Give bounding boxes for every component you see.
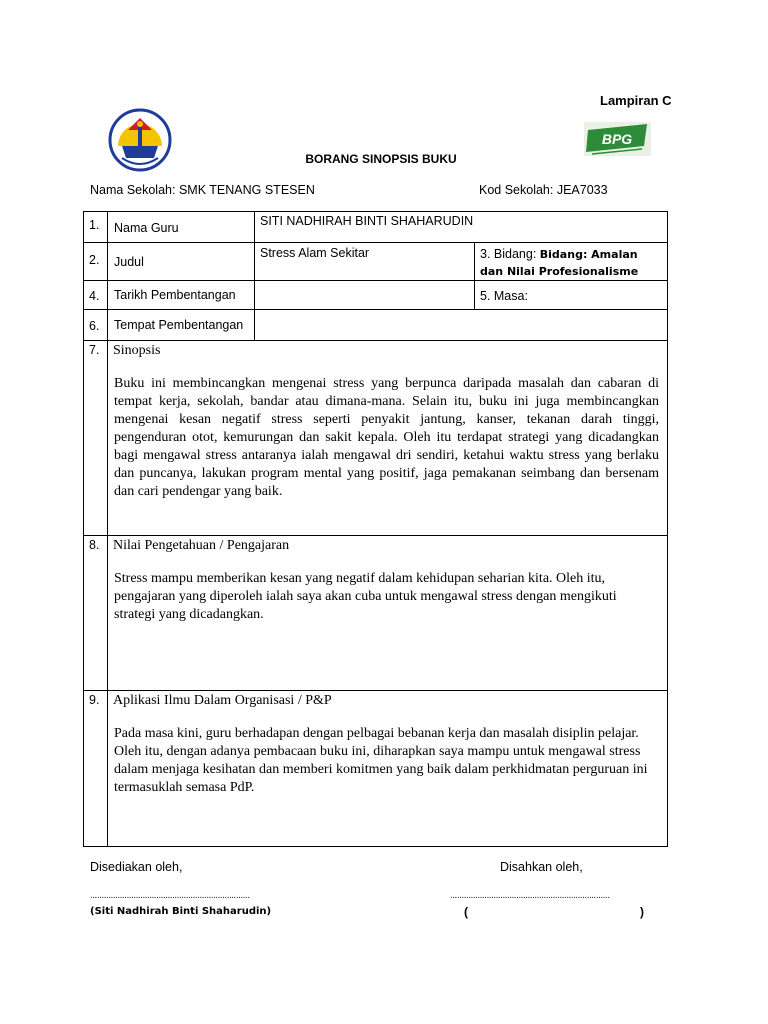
- table-row: [84, 212, 668, 243]
- knowledge-value-cell[interactable]: [108, 536, 668, 691]
- school-name: [90, 183, 315, 197]
- row-number: 4.: [84, 281, 108, 310]
- synopsis-cell[interactable]: [108, 341, 668, 536]
- approved-name-close: ): [640, 905, 644, 919]
- synopsis-label: Sinopsis: [113, 343, 161, 358]
- row-number: 6.: [84, 310, 108, 341]
- synopsis-form-table: [83, 211, 668, 847]
- prepared-by-label: Disediakan oleh,: [90, 860, 183, 874]
- bpg-logo-text: BPG: [601, 131, 633, 147]
- title-label: Judul: [108, 243, 255, 281]
- table-row: [84, 691, 668, 847]
- field-value: Bidang: Amalan dan Nilai Profesionalisme: [480, 248, 639, 278]
- school-code-value: JEA7033: [556, 183, 608, 197]
- bpg-logo-icon: [584, 122, 651, 156]
- title-value[interactable]: Stress Alam Sekitar: [255, 243, 475, 281]
- approved-signature-line[interactable]: ......................................................................: [450, 890, 610, 901]
- school-code: [479, 183, 608, 197]
- bpg-logo: [584, 122, 651, 156]
- approved-name-open: (: [464, 905, 468, 919]
- approved-by-label: Disahkan oleh,: [500, 860, 583, 874]
- form-title: [0, 152, 768, 166]
- form-title-text: BORANG SINOPSIS BUKU: [305, 152, 457, 166]
- school-name-label: Nama Sekolah:: [90, 183, 176, 197]
- application-text: Pada masa kini, guru berhadapan dengan pelbagai bebanan kerja dan masalah disiplin pelajar. Oleh itu, dengan adanya pembacaan buku ini, diharapkan saya mampu untuk mengawal stress dalam menjaga kesihatan dan memberi komitmen yang baik dalam perkhidmatan perguruan ini termasuklah semasa PdP.: [114, 726, 648, 795]
- field-cell[interactable]: [475, 243, 668, 281]
- table-row: [84, 310, 668, 341]
- date-value[interactable]: [255, 281, 475, 310]
- venue-label: Tempat Pembentangan: [108, 310, 255, 341]
- synopsis-text: Buku ini membincangkan mengenai stress yang berpunca daripada masalah dan cabaran di tempat kerja, sekolah, bandar atau dimana-mana. Selain itu, buku ini juga membincangkan mengenai kesan negatif stress seperti penyakit jantung, kanser, tekanan darah tinggi, pengenduran otot, kemurungan dan sakit kepala. Oleh itu terdapat strategi yang dicadangkan bagi mengawal stress antaranya ialah mengawal dri sendiri, ketahui waktu stress yang berlaku dan puncanya, lakukan program mental yang positif, jaga pemakanan seimbang dan bersenam dan cari pendengar yang baik.: [114, 376, 659, 499]
- application-label: Aplikasi Ilmu Dalam Organisasi / P&P: [113, 693, 332, 708]
- teacher-name-value[interactable]: SITI NADHIRAH BINTI SHAHARUDIN: [255, 212, 668, 243]
- field-prefix: 3. Bidang:: [480, 247, 537, 261]
- time-label[interactable]: 5. Masa:: [475, 281, 668, 310]
- table-row: [84, 281, 668, 310]
- application-cell[interactable]: [108, 691, 668, 847]
- knowledge-value-text: Stress mampu memberikan kesan yang negatif dalam kehidupan seharian kita. Oleh itu, pengajaran yang diperoleh ialah saya akan cuba untuk mengawal stress dengan mengikuti strategi yang dicadangkan.: [114, 571, 617, 622]
- school-name-value: SMK TENANG STESEN: [178, 183, 315, 197]
- row-number: 9.: [84, 691, 108, 847]
- school-code-label: Kod Sekolah:: [479, 183, 554, 197]
- prepared-by-name: (Siti Nadhirah Binti Shaharudin): [90, 906, 272, 917]
- knowledge-value-label: Nilai Pengetahuan / Pengajaran: [113, 538, 290, 553]
- row-number: 8.: [84, 536, 108, 691]
- row-number: 1.: [84, 212, 108, 243]
- date-label: Tarikh Pembentangan: [108, 281, 255, 310]
- prepared-signature-line[interactable]: ......................................................................: [90, 890, 250, 901]
- teacher-name-label: Nama Guru: [108, 212, 255, 243]
- attachment-label: Lampiran C: [600, 93, 672, 108]
- table-row: [84, 536, 668, 691]
- row-number: 2.: [84, 243, 108, 281]
- venue-value[interactable]: [255, 310, 668, 341]
- table-row: [84, 243, 668, 281]
- table-row: [84, 341, 668, 536]
- row-number: 7.: [84, 341, 108, 536]
